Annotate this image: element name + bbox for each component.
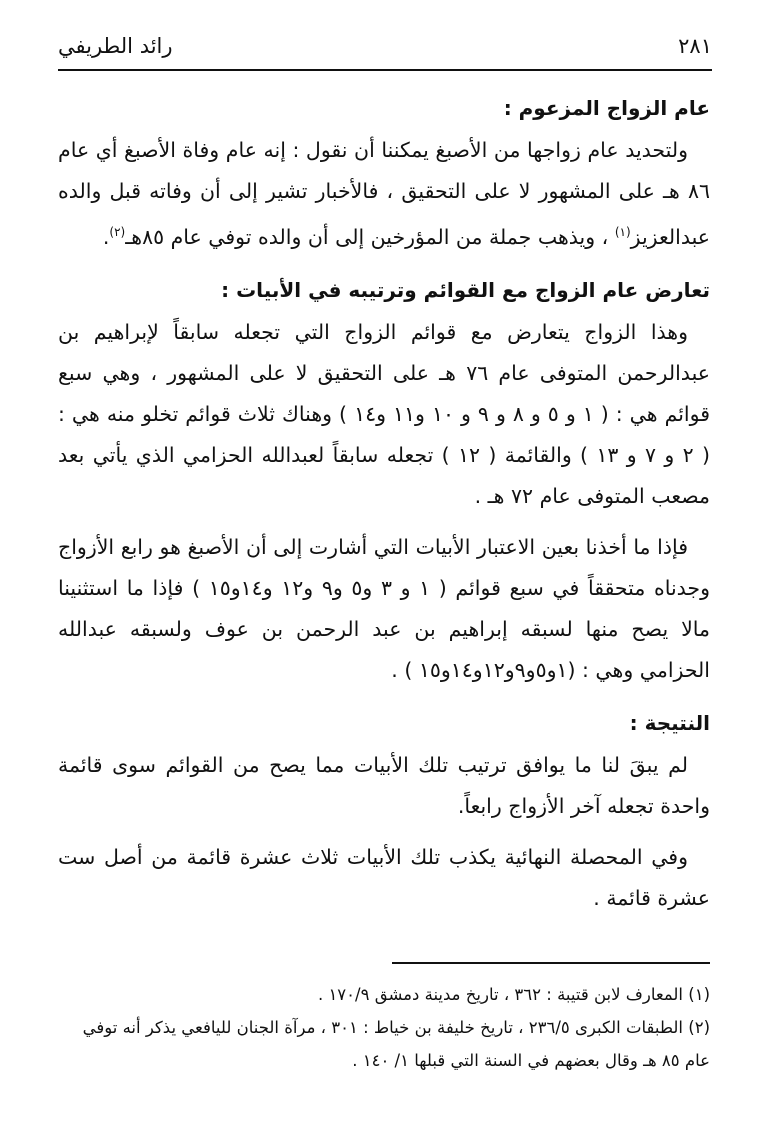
footnote-2: (٢) الطبقات الكبرى ٢٣٦/٥ ، تاريخ خليفة بن خياط : ٣٠١ ، مرآة الجنان لليافعي يذكر أنه توفي عام ٨٥ هـ وقال بعضهم في السنة التي قبلها ١/ ١٤٠ . <box>82 1018 710 1070</box>
footnote-ref-1[interactable]: (١) <box>614 225 631 239</box>
paragraph-text: ولتحديد عام زواجها من الأصبغ يمكننا أن نقول : إنه عام وفاة الأصبغ أي عام ٨٦ هـ على المشهور لا على التحقيق ، فالأخبار تشير إلى أن وفاته قبل والده عبدالعزيز <box>58 138 710 249</box>
paragraph-marriage-year <box>58 130 710 258</box>
running-head-author: رائد الطريفي <box>58 34 173 58</box>
section-heading-result: النتيجة : <box>629 710 710 735</box>
paragraph-result-1: لم يبقَ لنا ما يوافق ترتيب تلك الأبيات مما يصح من القوائم سوى قائمة واحدة تجعله آخر الأزواج رابعاً. <box>58 752 710 818</box>
footnotes <box>58 978 710 1077</box>
paragraph-text: ، ويذهب جملة من المؤرخين إلى أن والده توفي عام ٨٥هـ <box>125 224 609 249</box>
header-rule <box>58 69 712 71</box>
paragraph-text: . <box>102 224 110 249</box>
footnote-ref-2[interactable]: (٢) <box>109 225 126 239</box>
paragraph-conflict-1: وهذا الزواج يتعارض مع قوائم الزواج التي تجعله سابقاً لإبراهيم بن عبدالرحمن المتوفى عام ٧٦ هـ على التحقيق لا على المشهور ، وهي سبع قوائم هي : ( ١ و ٥ و ٨ و ٩ و ١٠ و١١ و١٤ ) وهناك ثلاث قوائم تخلو منه هي : ( ٢ و ٧ و ١٣ ) والقائمة ( ١٢ ) تجعله سابقاً لعبدالله الحزامي الذي يأتي بعد مصعب المتوفى عام ٧٢ هـ . <box>58 319 711 508</box>
running-header <box>58 28 712 64</box>
page-number: ٢٨١ <box>678 34 712 58</box>
main-text <box>58 86 710 929</box>
footnote-separator <box>392 962 710 964</box>
paragraph-conflict-2: فإذا ما أخذنا بعين الاعتبار الأبيات التي أشارت إلى أن الأصبغ هو رابع الأزواج وجدناه متحققاً في سبع قوائم ( ١ و ٣ و٥ و٩ و١٢ و١٤و١٥ ) فإذا ما استثنينا مالا يصح منها لسبقه إبراهيم بن عبد الرحمن بن عوف ولسبقه عبدالله الحزامي وهي : (١و٥و٩و١٢و١٤و١٥ ) . <box>58 534 711 682</box>
section-heading-conflict: تعارض عام الزواج مع القوائم وترتيبه في الأبيات : <box>221 277 710 302</box>
footnote-1: (١) المعارف لابن قتيبة : ٣٦٢ ، تاريخ مدينة دمشق ١٧٠/٩ . <box>317 985 710 1004</box>
paragraph-result-2: وفي المحصلة النهائية يكذب تلك الأبيات ثلاث عشرة قائمة من أصل ست عشرة قائمة . <box>58 844 710 910</box>
section-heading-marriage-year: عام الزواج المزعوم : <box>503 96 710 120</box>
